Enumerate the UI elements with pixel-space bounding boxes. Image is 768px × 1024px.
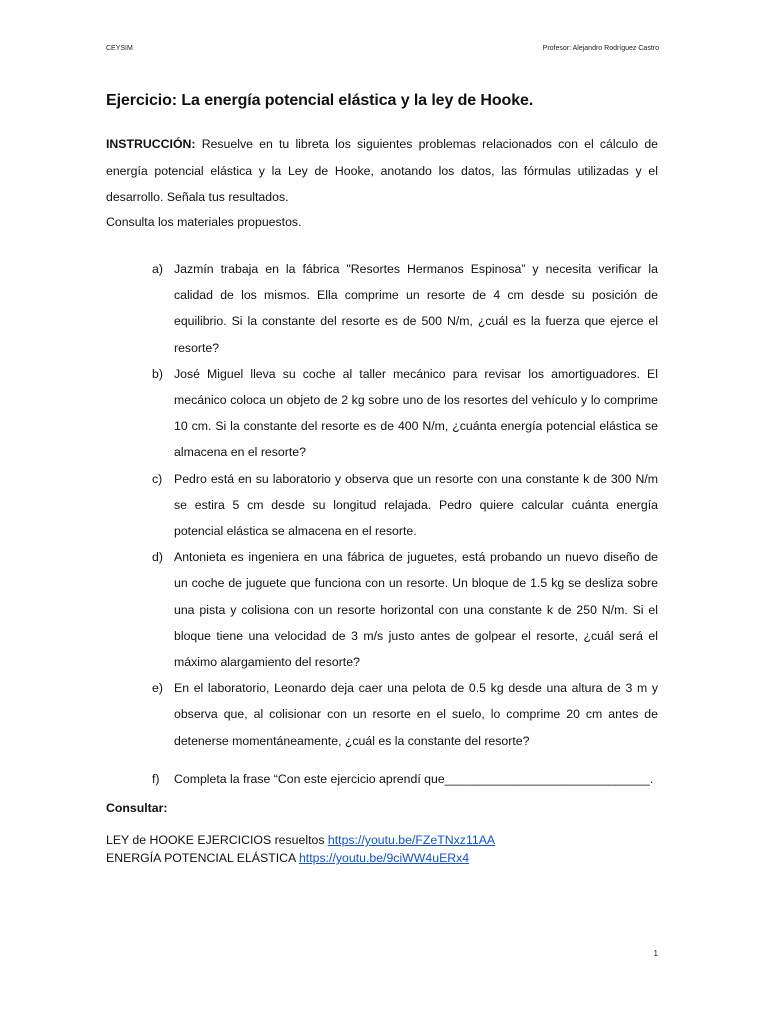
- instruction-paragraph: [106, 131, 658, 211]
- problem-marker: c): [152, 471, 163, 486]
- instruction-text: Resuelve en tu libreta los siguientes problemas relacionados con el cálculo de energía potencial elástica y la Ley de Hooke, anotando los datos, las fórmulas utilizadas y el desarrollo. Señala tus resultados.: [106, 137, 658, 204]
- page-title: Ejercicio: La energía potencial elástica y la ley de Hooke.: [106, 92, 534, 109]
- problem-text: Pedro está en su laboratorio y observa que un resorte con una constante k de 300 N/m se estira 5 cm desde su longitud relajada. Pedro quiere calcular cuánta energía potencial elástica se almacena en el resorte.: [174, 471, 658, 539]
- problem-marker: d): [152, 550, 163, 565]
- reference-list: [106, 831, 495, 867]
- reference-link[interactable]: https://youtu.be/9ciWW4uERx4: [298, 851, 470, 865]
- problem-item-b: [152, 361, 658, 466]
- consult-heading: Consultar:: [106, 801, 168, 815]
- problem-text: Antonieta es ingeniera en una fábrica de juguetes, está probando un nuevo diseño de un coche de juguete que funciona con un resorte. Un bloque de 1.5 kg se desliza sobre una pista y colisiona con un resorte horizontal con una constante k de 250 N/m. Si el bloque tiene una velocidad de 3 m/s justo antes de golpear el resorte, ¿cuál será el máximo alargamiento del resorte?: [174, 550, 658, 670]
- problem-text: Jazmín trabaja en la fábrica "Resortes Hermanos Espinosa” y necesita verificar la calidad de los mismos. Ella comprime un resorte de 4 cm desde su posición de equilibrio. Si la constante del resorte es de 500 N/m, ¿cuál es la fuerza que ejerce el resorte?: [174, 262, 658, 355]
- problem-item-c: [152, 466, 658, 545]
- problem-marker: e): [152, 681, 163, 696]
- reference-label: ENERGÍA POTENCIAL ELÁSTICA: [106, 851, 296, 865]
- problem-text: José Miguel lleva su coche al taller mecánico para revisar los amortiguadores. El mecánico coloca un objeto de 2 kg sobre uno de los resortes del vehículo y lo comprime 10 cm. Si la constante del resorte es de 400 N/m, ¿cuánta energía potencial elástica se almacena en el resorte?: [174, 366, 658, 460]
- reference-label: LEY de HOOKE EJERCICIOS resueltos: [106, 833, 325, 847]
- reference-item: [106, 849, 495, 867]
- problem-item-e: [152, 675, 658, 754]
- page-number: 1: [653, 949, 658, 958]
- problem-marker: b): [152, 366, 163, 381]
- instruction-block: [106, 131, 658, 235]
- problem-list: [152, 256, 658, 792]
- problem-text: En el laboratorio, Leonardo deja caer una pelota de 0.5 kg desde una altura de 3 m y observa que, al colisionar con un resorte en el suelo, lo comprime 20 cm antes de detenerse momentáneamente, ¿cuál es la constante del resorte?: [174, 681, 658, 748]
- reference-link[interactable]: https://youtu.be/FZeTNxz11AA: [327, 833, 496, 847]
- problem-item-f: [152, 766, 658, 792]
- reference-item: [106, 831, 495, 849]
- instruction-consult: Consulta los materiales propuestos.: [106, 214, 302, 229]
- problem-marker: a): [152, 262, 163, 276]
- problem-item-a: [152, 256, 658, 361]
- instruction-label: INSTRUCCIÓN:: [106, 137, 196, 151]
- header-left: CEYSIM: [106, 45, 133, 52]
- problem-text: Completa la frase “Con este ejercicio aprendí que______________________________.: [174, 771, 654, 786]
- header-right: Profesor: Alejandro Rodríguez Castro: [542, 45, 659, 52]
- problem-marker: f): [152, 771, 160, 786]
- problem-item-d: [152, 544, 658, 675]
